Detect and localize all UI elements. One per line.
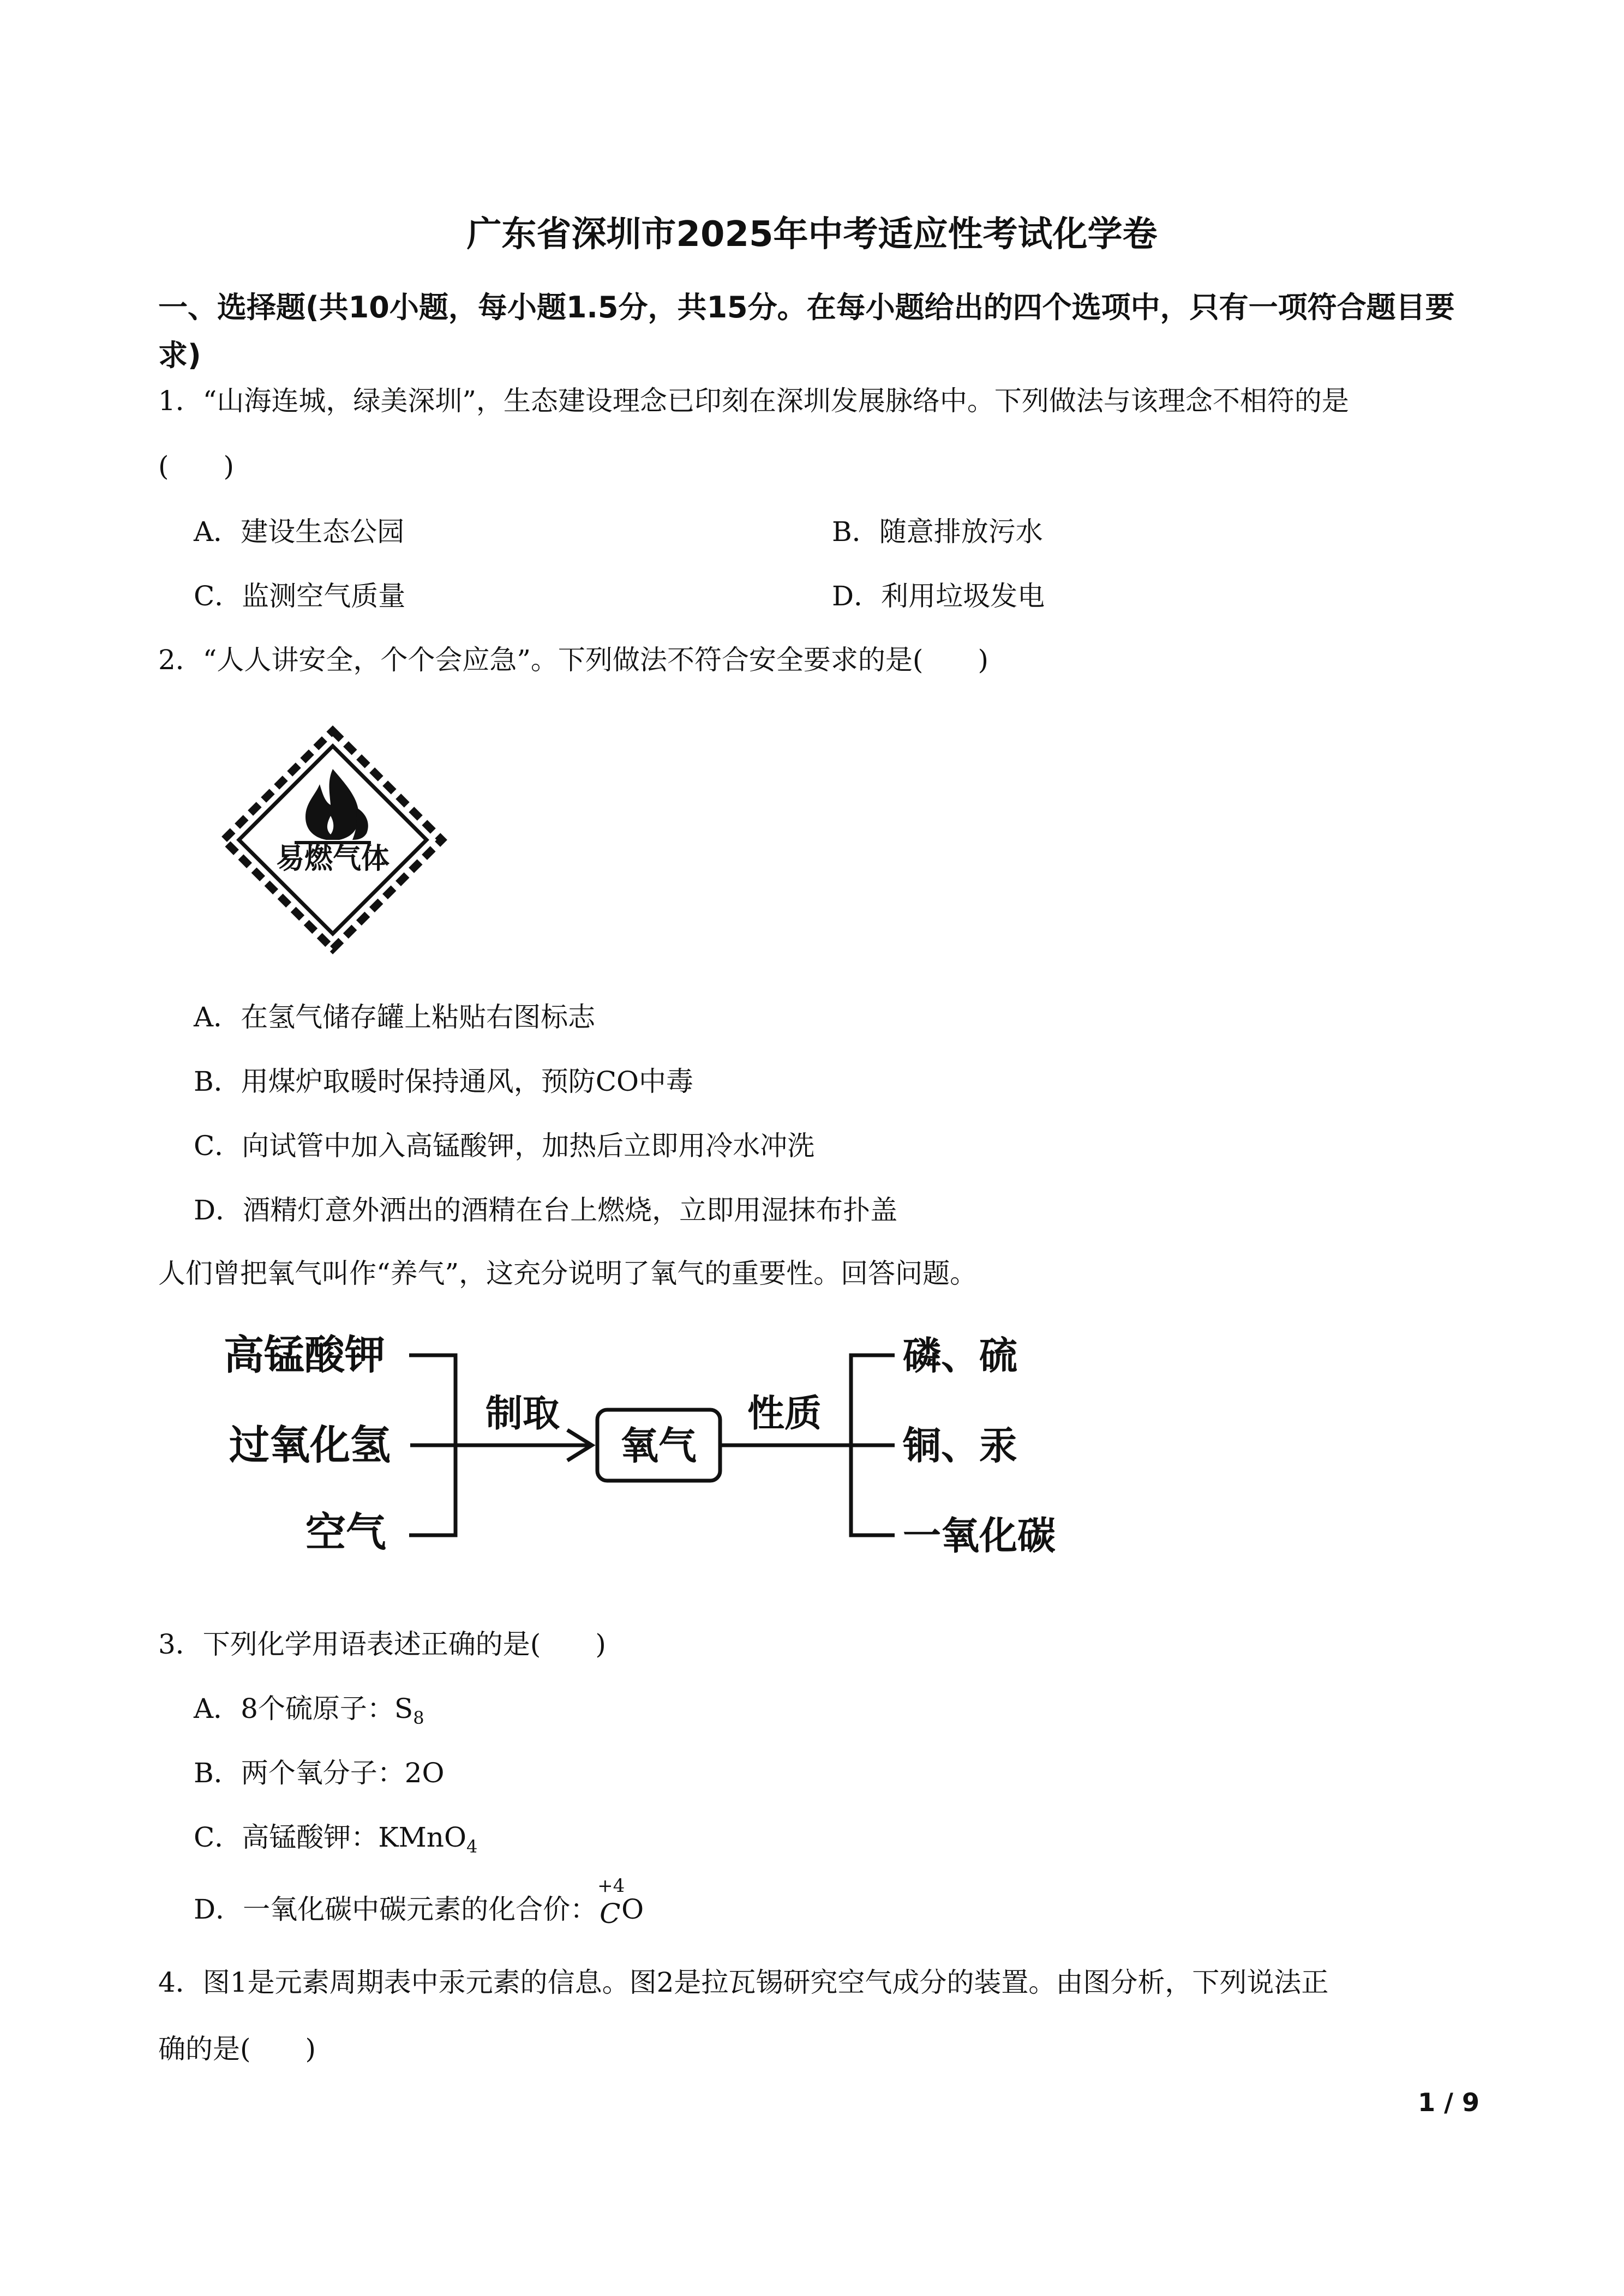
flame-icon — [305, 769, 368, 840]
q3-option-c-text: C．高锰酸钾：KMnO — [194, 1822, 466, 1853]
page-title: 广东省深圳市2025年中考适应性考试化学卷 — [466, 214, 1158, 255]
section-heading: 一、选择题(共10小题，每小题1.5分，共15分。在每小题给出的四个选项中，只有一项符合题目要求) — [158, 290, 1455, 372]
q3-option-a-text: A．8个硫原子：S — [194, 1693, 414, 1724]
page-number: 1 / 9 — [1418, 2088, 1479, 2117]
q1-option-d: D．利用垃圾发电 — [832, 580, 1045, 612]
passage-text: 人们曾把氧气叫作“养气”，这充分说明了氧气的重要性。回答问题。 — [158, 1258, 978, 1289]
source-permanganate: 高锰酸钾 — [224, 1332, 385, 1379]
valence-mark: +4 — [597, 1875, 625, 1897]
q2-option-b: B．用煤炉取暖时保持通风，预防CO中毒 — [194, 1066, 693, 1097]
center-oxygen: 氧气 — [620, 1423, 697, 1468]
q1-option-c: C．监测空气质量 — [194, 580, 406, 612]
q3-option-a — [194, 1690, 424, 1737]
make-label: 制取 — [486, 1392, 560, 1435]
q3-option-d-tail: O — [621, 1894, 644, 1925]
q1-option-a: A．建设生态公园 — [194, 516, 405, 548]
flammable-gas-sign — [218, 725, 447, 954]
oxygen-concept-diagram — [207, 1309, 1102, 1576]
reactant-co: 一氧化碳 — [903, 1513, 1056, 1558]
q4-stem-line2: 确的是( ) — [158, 2033, 316, 2065]
property-label: 性质 — [747, 1392, 822, 1435]
q2-stem: 2．“人人讲安全，个个会应急”。下列做法不符合安全要求的是( ) — [158, 644, 988, 676]
q3-option-b: B．两个氧分子：2O — [194, 1757, 445, 1789]
q3-option-d-text: D．一氧化碳中碳元素的化合价： — [194, 1894, 598, 1925]
q2-option-d: D．酒精灯意外洒出的酒精在台上燃烧，立即用湿抹布扑盖 — [194, 1194, 898, 1226]
q2-option-a: A．在氢气储存罐上粘贴右图标志 — [194, 1001, 596, 1033]
q3-option-d — [194, 1875, 644, 1930]
q3-option-c-sub: 4 — [466, 1836, 478, 1857]
source-peroxide: 过氧化氢 — [229, 1422, 391, 1469]
q3-stem: 3．下列化学用语表述正确的是( ) — [158, 1628, 606, 1660]
valence-element: C — [600, 1898, 621, 1930]
q1-bracket: ( ) — [158, 450, 235, 482]
q2-option-c: C．向试管中加入高锰酸钾，加热后立即用冷水冲洗 — [194, 1130, 815, 1162]
reactant-cu-hg: 铜、汞 — [903, 1423, 1017, 1468]
q1-option-b: B．随意排放污水 — [832, 516, 1043, 548]
q4-stem-line1: 4．图1是元素周期表中汞元素的信息。图2是拉瓦锡研究空气成分的装置。由图分析，下列说法正 — [158, 1967, 1329, 1998]
q1-stem: 1．“山海连城，绿美深圳”，生态建设理念已印刻在深圳发展脉络中。下列做法与该理念不相符的是 — [158, 385, 1349, 417]
q3-option-c — [194, 1818, 477, 1866]
source-air: 空气 — [305, 1509, 386, 1556]
sign-label: 易燃气体 — [275, 843, 390, 875]
q3-option-a-sub: 8 — [413, 1708, 424, 1728]
reactant-p-s: 磷、硫 — [903, 1333, 1017, 1378]
